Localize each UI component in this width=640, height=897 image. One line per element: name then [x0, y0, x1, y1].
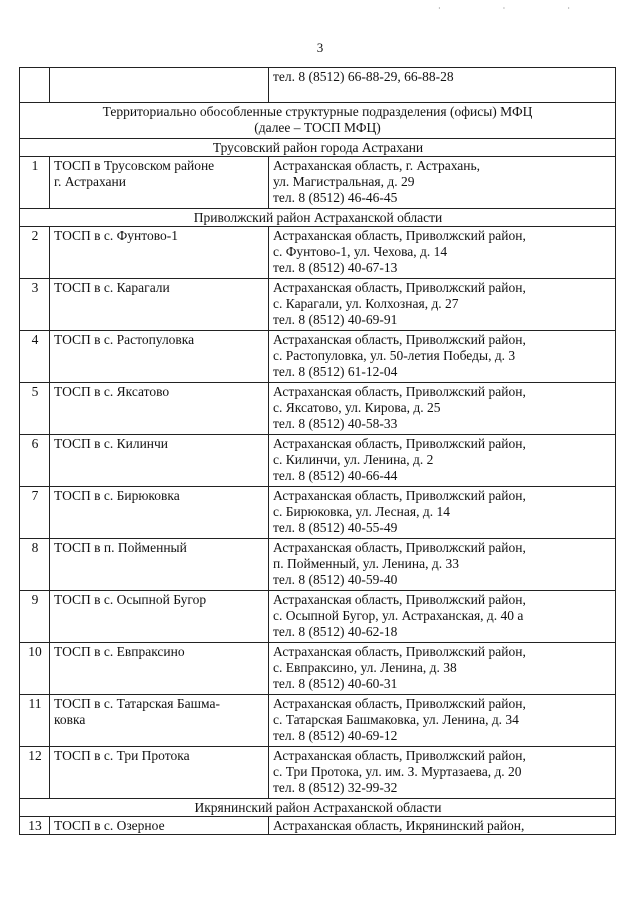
address-line: тел. 8 (8512) 32-99-32 — [273, 780, 398, 795]
page-number: 3 — [316, 40, 324, 55]
address-line: с. Бирюковка, ул. Лесная, д. 14 — [273, 504, 450, 519]
address-line: тел. 8 (8512) 40-55-49 — [273, 520, 398, 535]
name-line: г. Астрахани — [54, 174, 126, 189]
table-row — [20, 695, 616, 747]
address-line: с. Евпраксино, ул. Ленина, д. 38 — [273, 660, 457, 675]
address-line: тел. 8 (8512) 40-62-18 — [273, 624, 398, 639]
table-row — [20, 817, 616, 835]
table-row — [20, 487, 616, 539]
cell-name — [50, 157, 269, 209]
address-line: Астраханская область, Приволжский район, — [273, 228, 526, 243]
address-line: Астраханская область, Икрянинский район, — [273, 818, 525, 833]
table-header-row — [20, 103, 616, 139]
name-line: ТОСП в с. Три Протока — [54, 748, 190, 763]
address-line: Астраханская область, г. Астрахань, — [273, 158, 481, 173]
cell-address — [269, 817, 616, 835]
name-line: ковка — [54, 712, 86, 727]
name-line: ТОСП в с. Яксатово — [54, 384, 170, 399]
address-line: тел. 8 (8512) 46-46-45 — [273, 190, 398, 205]
address-line: Астраханская область, Приволжский район, — [273, 540, 526, 555]
name-line: ТОСП в с. Татарская Башма- — [54, 696, 220, 711]
name-line: ТОСП в с. Растопуловка — [54, 332, 195, 347]
address-line: с. Карагали, ул. Колхозная, д. 27 — [273, 296, 459, 311]
table-header — [20, 103, 616, 139]
address-line: тел. 8 (8512) 40-60-31 — [273, 676, 398, 691]
address-line: ул. Магистральная, д. 29 — [273, 174, 415, 189]
address-line: тел. 8 (8512) 40-66-44 — [273, 468, 398, 483]
address-line: Астраханская область, Приволжский район, — [273, 592, 526, 607]
address-line: Астраханская область, Приволжский район, — [273, 436, 526, 451]
cell-address — [269, 68, 616, 103]
cell-num: 12 — [20, 747, 50, 799]
address-line: с. Килинчи, ул. Ленина, д. 2 — [273, 452, 434, 467]
section-row — [20, 799, 616, 817]
cell-address — [269, 591, 616, 643]
cell-num: 3 — [20, 279, 50, 331]
cell-num: 10 — [20, 643, 50, 695]
section-title: Приволжский район Астраханской области — [20, 209, 616, 227]
cell-address — [269, 695, 616, 747]
address-line: тел. 8 (8512) 40-69-12 — [273, 728, 398, 743]
address-line: тел. 8 (8512) 61-12-04 — [273, 364, 398, 379]
address-line: Астраханская область, Приволжский район, — [273, 332, 526, 347]
table-row — [20, 643, 616, 695]
address-line: тел. 8 (8512) 40-59-40 — [273, 572, 398, 587]
address-line: Астраханская область, Приволжский район, — [273, 644, 526, 659]
cell-address — [269, 331, 616, 383]
cell-name — [50, 747, 269, 799]
address-line: тел. 8 (8512) 40-58-33 — [273, 416, 398, 431]
header-line: Территориально обособленные структурные подразделения (офисы) МФЦ — [102, 104, 533, 119]
name-line: ТОСП в с. Килинчи — [54, 436, 169, 451]
cell-address — [269, 539, 616, 591]
address-line: Астраханская область, Приволжский район, — [273, 748, 526, 763]
address-line: п. Пойменный, ул. Ленина, д. 33 — [273, 556, 459, 571]
cell-name — [50, 643, 269, 695]
name-line: ТОСП в с. Осыпной Бугор — [54, 592, 207, 607]
cell-num: 7 — [20, 487, 50, 539]
table-row — [20, 435, 616, 487]
cell-address — [269, 747, 616, 799]
table-row — [20, 227, 616, 279]
table-row — [20, 747, 616, 799]
cell-num — [20, 68, 50, 103]
cell-name — [50, 695, 269, 747]
cell-address — [269, 643, 616, 695]
table-row — [20, 331, 616, 383]
table-row-continued — [20, 68, 616, 103]
address-line: Астраханская область, Приволжский район, — [273, 696, 526, 711]
address-line: с. Фунтово-1, ул. Чехова, д. 14 — [273, 244, 448, 259]
address-line: Астраханская область, Приволжский район, — [273, 280, 526, 295]
scan-specks: · · · — [438, 4, 600, 13]
name-line: ТОСП в с. Озерное — [54, 818, 165, 833]
cell-num: 11 — [20, 695, 50, 747]
table-row — [20, 157, 616, 209]
address-line: с. Осыпной Бугор, ул. Астраханская, д. 40 а — [273, 608, 524, 623]
cell-name — [50, 487, 269, 539]
cell-num: 9 — [20, 591, 50, 643]
name-line: ТОСП в п. Пойменный — [54, 540, 187, 555]
section-title: Икрянинский район Астраханской области — [20, 799, 616, 817]
name-line: ТОСП в с. Бирюковка — [54, 488, 180, 503]
name-line: ТОСП в Трусовском районе — [54, 158, 215, 173]
section-title: Трусовский район города Астрахани — [20, 139, 616, 157]
cell-address — [269, 383, 616, 435]
section-row — [20, 209, 616, 227]
address-line: с. Татарская Башмаковка, ул. Ленина, д. 34 — [273, 712, 519, 727]
cell-name — [50, 331, 269, 383]
cell-name — [50, 227, 269, 279]
cell-num: 13 — [20, 817, 50, 835]
address-line: с. Растопуловка, ул. 50-летия Победы, д. 3 — [273, 348, 516, 363]
address-line: тел. 8 (8512) 66-88-29, 66-88-28 — [273, 69, 454, 84]
table-row — [20, 383, 616, 435]
cell-num: 8 — [20, 539, 50, 591]
address-line: тел. 8 (8512) 40-69-91 — [273, 312, 398, 327]
cell-address — [269, 279, 616, 331]
cell-name — [50, 591, 269, 643]
cell-name — [50, 435, 269, 487]
tosp-table — [19, 67, 616, 835]
section-row — [20, 139, 616, 157]
cell-name — [50, 539, 269, 591]
name-line: ТОСП в с. Карагали — [54, 280, 170, 295]
cell-num: 6 — [20, 435, 50, 487]
cell-address — [269, 487, 616, 539]
table-row — [20, 279, 616, 331]
cell-address — [269, 435, 616, 487]
name-line: ТОСП в с. Евпраксино — [54, 644, 185, 659]
header-line: (далее – ТОСП МФЦ) — [254, 120, 381, 135]
table-row — [20, 539, 616, 591]
address-line: с. Яксатово, ул. Кирова, д. 25 — [273, 400, 441, 415]
cell-num: 2 — [20, 227, 50, 279]
cell-num: 5 — [20, 383, 50, 435]
cell-address — [269, 227, 616, 279]
cell-name — [50, 383, 269, 435]
address-line: с. Три Протока, ул. им. З. Муртазаева, д. 20 — [273, 764, 522, 779]
address-line: тел. 8 (8512) 40-67-13 — [273, 260, 398, 275]
cell-num: 4 — [20, 331, 50, 383]
cell-name — [50, 279, 269, 331]
cell-name — [50, 68, 269, 103]
cell-num: 1 — [20, 157, 50, 209]
address-line: Астраханская область, Приволжский район, — [273, 488, 526, 503]
name-line: ТОСП в с. Фунтово-1 — [54, 228, 178, 243]
cell-name — [50, 817, 269, 835]
address-line: Астраханская область, Приволжский район, — [273, 384, 526, 399]
table-row — [20, 591, 616, 643]
cell-address — [269, 157, 616, 209]
